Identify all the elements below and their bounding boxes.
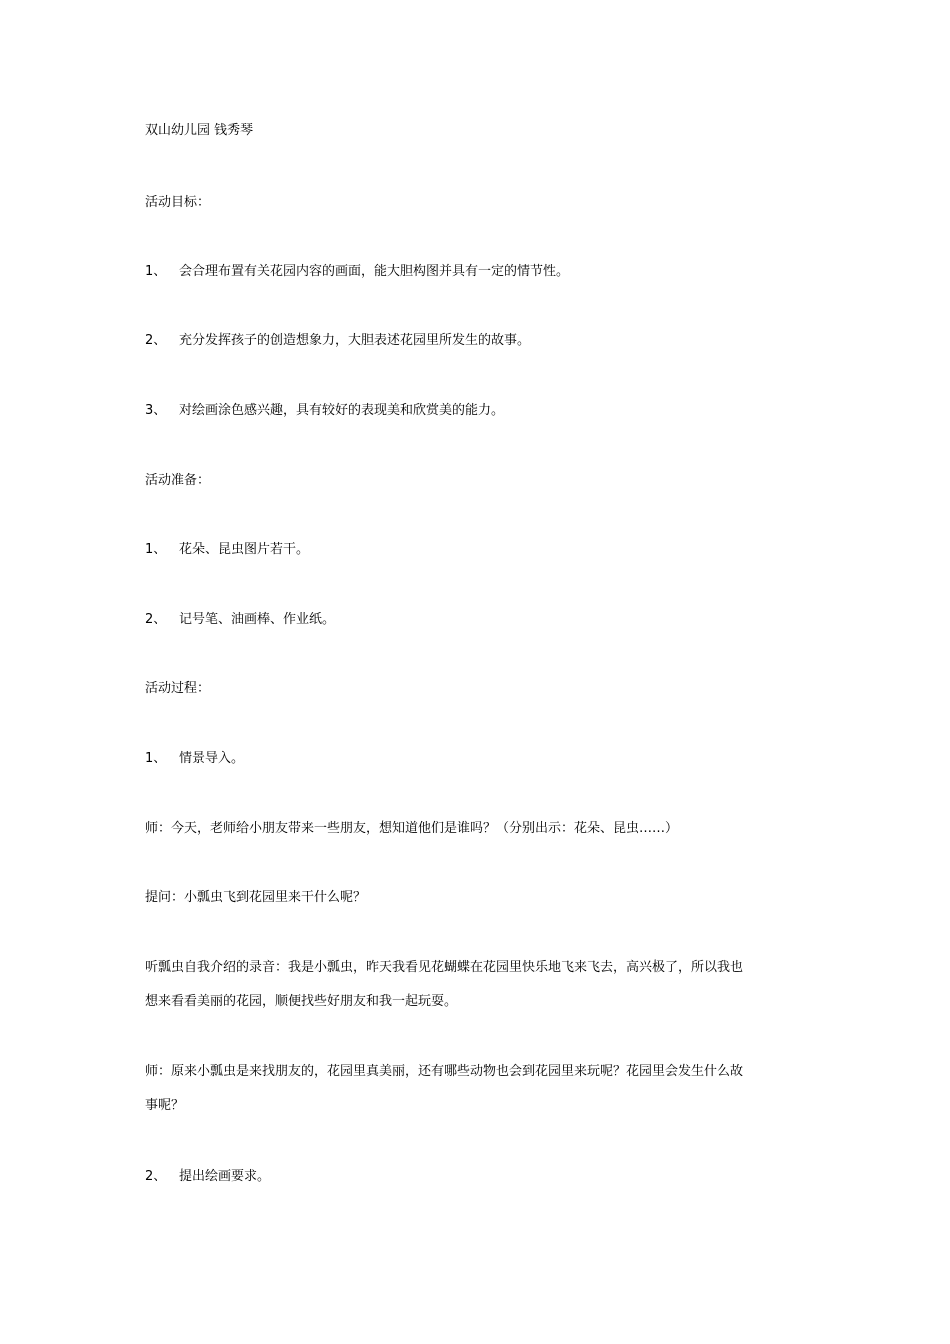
process-step — [145, 742, 815, 776]
goal-item — [145, 324, 815, 358]
goal-item-number: 1、 — [145, 264, 167, 279]
goal-item-text: 对绘画涂色感兴趣，具有较好的表现美和欣赏美的能力。 — [179, 403, 505, 418]
prep-item-number: 1、 — [145, 542, 167, 557]
prep-item-text: 记号笔、油画棒、作业纸。 — [179, 612, 336, 627]
process-step-text: 提出绘画要求。 — [179, 1169, 271, 1184]
goals-heading: 活动目标： — [145, 195, 211, 210]
process-step — [145, 1160, 815, 1194]
prep-item-number: 2、 — [145, 612, 167, 627]
goal-item-number: 3、 — [145, 403, 167, 418]
teacher-paragraph-2-line-2: 事呢？ — [145, 1098, 185, 1113]
process-step-number: 2、 — [145, 1169, 167, 1184]
recording-paragraph-line-1: 听瓢虫自我介绍的录音：我是小瓢虫，昨天我看见花蝴蝶在花园里快乐地飞来飞去，高兴极了，所以我也 — [145, 960, 744, 975]
goal-item-text: 充分发挥孩子的创造想象力，大胆表述花园里所发生的故事。 — [179, 333, 531, 348]
goal-item-text: 会合理布置有关花园内容的画面，能大胆构图并具有一定的情节性。 — [179, 264, 570, 279]
prep-item — [145, 533, 815, 567]
prep-item — [145, 603, 815, 637]
process-heading: 活动过程： — [145, 681, 211, 696]
author-line: 双山幼儿园 钱秀琴 — [145, 123, 254, 138]
goal-item-number: 2、 — [145, 333, 167, 348]
goal-item — [145, 394, 815, 428]
process-step-text: 情景导入。 — [179, 751, 245, 766]
recording-paragraph-line-2: 想来看看美丽的花园，顺便找些好朋友和我一起玩耍。 — [145, 994, 458, 1009]
prep-heading: 活动准备： — [145, 473, 211, 488]
process-step-number: 1、 — [145, 751, 167, 766]
teacher-paragraph-2-line-1: 师：原来小瓢虫是来找朋友的，花园里真美丽，还有哪些动物也会到花园里来玩呢？花园里会发生什么故 — [145, 1064, 744, 1079]
teacher-paragraph: 师：今天，老师给小朋友带来一些朋友，想知道他们是谁吗？（分别出示：花朵、昆虫……） — [145, 821, 679, 836]
question-paragraph: 提问：小瓢虫飞到花园里来干什么呢？ — [145, 890, 367, 905]
prep-item-text: 花朵、昆虫图片若干。 — [179, 542, 310, 557]
goal-item — [145, 255, 815, 289]
